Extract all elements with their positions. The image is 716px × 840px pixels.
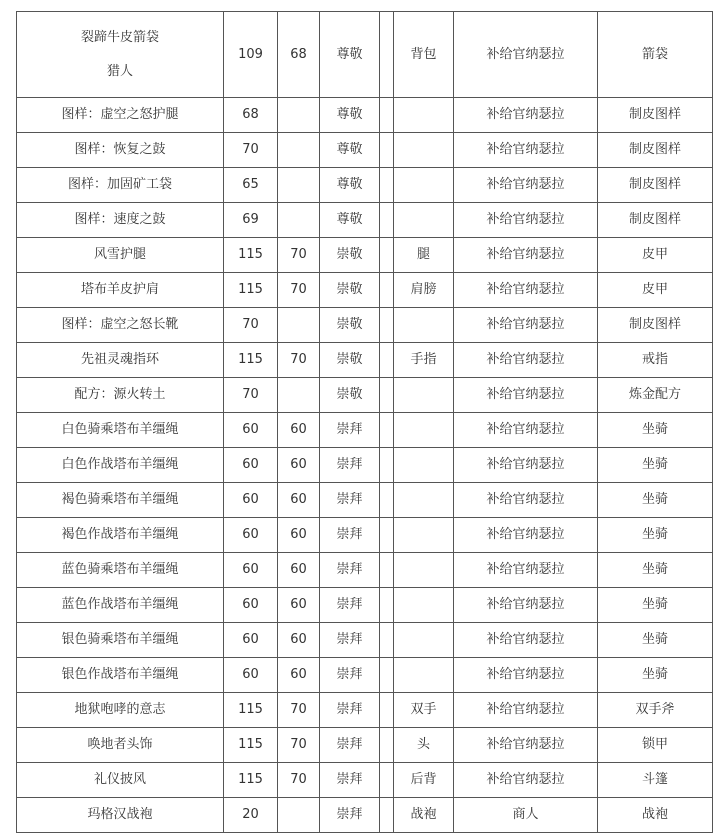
vendor-cell: 补给官纳瑟拉 <box>454 378 598 413</box>
table-row <box>17 168 713 203</box>
slot-cell <box>394 203 454 238</box>
vendor-cell: 补给官纳瑟拉 <box>454 413 598 448</box>
required-level-cell <box>278 98 320 133</box>
slot-cell <box>394 623 454 658</box>
slot-cell <box>394 413 454 448</box>
item-type-cell: 皮甲 <box>598 273 713 308</box>
item-level-cell: 68 <box>224 98 278 133</box>
item-class-restriction: 猎人 <box>106 63 133 79</box>
reputation-cell: 崇敬 <box>320 273 380 308</box>
item-name-cell <box>17 448 224 483</box>
reputation-cell: 尊敬 <box>320 203 380 238</box>
table-row <box>17 98 713 133</box>
table-row <box>17 588 713 623</box>
reputation-cell: 尊敬 <box>320 98 380 133</box>
item-name: 风雪护腿 <box>93 247 146 262</box>
table-row <box>17 728 713 763</box>
reputation-cell: 崇敬 <box>320 343 380 378</box>
spacer-cell <box>380 413 394 448</box>
required-level-cell: 60 <box>278 518 320 553</box>
item-name: 图样：加固矿工袋 <box>67 177 172 192</box>
slot-cell: 头 <box>394 728 454 763</box>
table-row <box>17 238 713 273</box>
table-row <box>17 12 713 98</box>
table-row <box>17 378 713 413</box>
item-name-cell <box>17 413 224 448</box>
required-level-cell: 60 <box>278 413 320 448</box>
reputation-cell: 崇敬 <box>320 378 380 413</box>
item-type-cell: 皮甲 <box>598 238 713 273</box>
required-level-cell: 70 <box>278 238 320 273</box>
reputation-cell: 崇拜 <box>320 553 380 588</box>
reputation-cell: 尊敬 <box>320 133 380 168</box>
item-name: 图样：恢复之鼓 <box>74 142 166 157</box>
item-level-cell: 60 <box>224 483 278 518</box>
spacer-cell <box>380 763 394 798</box>
item-name-cell <box>17 308 224 343</box>
item-level-cell: 115 <box>224 273 278 308</box>
vendor-cell: 商人 <box>454 798 598 833</box>
item-level-cell: 69 <box>224 203 278 238</box>
vendor-cell: 补给官纳瑟拉 <box>454 623 598 658</box>
spacer-cell <box>380 518 394 553</box>
item-type-cell: 制皮图样 <box>598 203 713 238</box>
required-level-cell <box>278 798 320 833</box>
vendor-cell: 补给官纳瑟拉 <box>454 12 598 98</box>
spacer-cell <box>380 343 394 378</box>
item-name-cell <box>17 168 224 203</box>
vendor-cell: 补给官纳瑟拉 <box>454 483 598 518</box>
vendor-cell: 补给官纳瑟拉 <box>454 308 598 343</box>
spacer-cell <box>380 133 394 168</box>
slot-cell: 手指 <box>394 343 454 378</box>
table-row <box>17 518 713 553</box>
table-row <box>17 448 713 483</box>
item-type-cell: 制皮图样 <box>598 168 713 203</box>
slot-cell: 战袍 <box>394 798 454 833</box>
spacer-cell <box>380 378 394 413</box>
item-name-cell <box>17 343 224 378</box>
item-name: 白色骑乘塔布羊缰绳 <box>61 422 179 437</box>
item-level-cell: 60 <box>224 623 278 658</box>
item-name-cell <box>17 623 224 658</box>
vendor-cell: 补给官纳瑟拉 <box>454 203 598 238</box>
required-level-cell: 60 <box>278 448 320 483</box>
slot-cell <box>394 133 454 168</box>
item-level-cell: 20 <box>224 798 278 833</box>
spacer-cell <box>380 308 394 343</box>
slot-cell <box>394 378 454 413</box>
slot-cell <box>394 483 454 518</box>
item-type-cell: 箭袋 <box>598 12 713 98</box>
slot-cell: 双手 <box>394 693 454 728</box>
spacer-cell <box>380 483 394 518</box>
item-name-cell <box>17 588 224 623</box>
required-level-cell: 70 <box>278 343 320 378</box>
vendor-cell: 补给官纳瑟拉 <box>454 658 598 693</box>
item-level-cell: 60 <box>224 553 278 588</box>
required-level-cell: 60 <box>278 553 320 588</box>
spacer-cell <box>380 168 394 203</box>
reputation-cell: 崇拜 <box>320 693 380 728</box>
item-type-cell: 坐骑 <box>598 413 713 448</box>
spacer-cell <box>380 203 394 238</box>
table-row <box>17 273 713 308</box>
item-name: 银色作战塔布羊缰绳 <box>61 667 179 682</box>
item-name-cell <box>17 12 224 98</box>
reputation-cell: 崇拜 <box>320 763 380 798</box>
reputation-cell: 崇拜 <box>320 623 380 658</box>
item-type-cell: 炼金配方 <box>598 378 713 413</box>
item-type-cell: 战袍 <box>598 798 713 833</box>
reputation-cell: 崇拜 <box>320 798 380 833</box>
required-level-cell: 60 <box>278 588 320 623</box>
item-name-cell <box>17 518 224 553</box>
item-name-cell <box>17 203 224 238</box>
item-type-cell: 制皮图样 <box>598 133 713 168</box>
spacer-cell <box>380 728 394 763</box>
item-level-cell: 60 <box>224 658 278 693</box>
table-row <box>17 658 713 693</box>
item-type-cell: 坐骑 <box>598 623 713 658</box>
item-name-cell <box>17 763 224 798</box>
required-level-cell <box>278 133 320 168</box>
item-name: 裂蹄牛皮箭袋 <box>80 29 159 45</box>
vendor-cell: 补给官纳瑟拉 <box>454 273 598 308</box>
table-row <box>17 623 713 658</box>
required-level-cell <box>278 378 320 413</box>
table-row <box>17 343 713 378</box>
item-name-cell <box>17 133 224 168</box>
item-name-cell <box>17 378 224 413</box>
item-name: 白色作战塔布羊缰绳 <box>61 457 179 472</box>
item-name-cell <box>17 553 224 588</box>
item-level-cell: 115 <box>224 238 278 273</box>
item-name: 先祖灵魂指环 <box>80 352 159 367</box>
vendor-cell: 补给官纳瑟拉 <box>454 763 598 798</box>
item-type-cell: 坐骑 <box>598 518 713 553</box>
table-row <box>17 798 713 833</box>
item-name: 礼仪披风 <box>93 772 146 787</box>
item-type-cell: 坐骑 <box>598 553 713 588</box>
table-row <box>17 763 713 798</box>
vendor-cell: 补给官纳瑟拉 <box>454 343 598 378</box>
required-level-cell: 70 <box>278 763 320 798</box>
slot-cell: 后背 <box>394 763 454 798</box>
item-type-cell: 坐骑 <box>598 658 713 693</box>
item-level-cell: 109 <box>224 12 278 98</box>
table-row <box>17 483 713 518</box>
item-type-cell: 坐骑 <box>598 448 713 483</box>
spacer-cell <box>380 693 394 728</box>
item-type-cell: 双手斧 <box>598 693 713 728</box>
reputation-cell: 崇敬 <box>320 308 380 343</box>
item-level-cell: 70 <box>224 133 278 168</box>
reputation-cell: 崇拜 <box>320 483 380 518</box>
item-type-cell: 制皮图样 <box>598 308 713 343</box>
required-level-cell: 70 <box>278 728 320 763</box>
vendor-cell: 补给官纳瑟拉 <box>454 238 598 273</box>
required-level-cell: 70 <box>278 273 320 308</box>
item-name: 图样：虚空之怒长靴 <box>61 317 179 332</box>
item-name: 银色骑乘塔布羊缰绳 <box>61 632 179 647</box>
item-name: 蓝色骑乘塔布羊缰绳 <box>61 562 179 577</box>
table-row <box>17 693 713 728</box>
required-level-cell: 70 <box>278 693 320 728</box>
reputation-cell: 崇拜 <box>320 413 380 448</box>
required-level-cell: 60 <box>278 483 320 518</box>
item-name: 图样：速度之鼓 <box>74 212 166 227</box>
item-name-cell <box>17 273 224 308</box>
table-row <box>17 133 713 168</box>
table-row <box>17 203 713 238</box>
item-level-cell: 115 <box>224 728 278 763</box>
item-name: 唤地者头饰 <box>87 737 153 752</box>
slot-cell <box>394 588 454 623</box>
item-type-cell: 斗篷 <box>598 763 713 798</box>
table-row <box>17 553 713 588</box>
item-type-cell: 戒指 <box>598 343 713 378</box>
reputation-cell: 尊敬 <box>320 168 380 203</box>
item-type-cell: 制皮图样 <box>598 98 713 133</box>
spacer-cell <box>380 553 394 588</box>
slot-cell <box>394 98 454 133</box>
reputation-items-table <box>16 11 713 833</box>
table-row <box>17 413 713 448</box>
item-level-cell: 115 <box>224 343 278 378</box>
item-name: 褐色骑乘塔布羊缰绳 <box>61 492 179 507</box>
slot-cell <box>394 553 454 588</box>
spacer-cell <box>380 12 394 98</box>
item-level-cell: 115 <box>224 693 278 728</box>
slot-cell <box>394 308 454 343</box>
vendor-cell: 补给官纳瑟拉 <box>454 168 598 203</box>
item-name: 配方：源火转土 <box>74 387 166 402</box>
vendor-cell: 补给官纳瑟拉 <box>454 518 598 553</box>
reputation-cell: 崇拜 <box>320 658 380 693</box>
slot-cell <box>394 448 454 483</box>
item-name: 图样：虚空之怒护腿 <box>61 107 179 122</box>
spacer-cell <box>380 658 394 693</box>
reputation-cell: 崇敬 <box>320 238 380 273</box>
spacer-cell <box>380 623 394 658</box>
spacer-cell <box>380 798 394 833</box>
spacer-cell <box>380 448 394 483</box>
slot-cell <box>394 518 454 553</box>
vendor-cell: 补给官纳瑟拉 <box>454 553 598 588</box>
vendor-cell: 补给官纳瑟拉 <box>454 728 598 763</box>
item-name-cell <box>17 658 224 693</box>
reputation-cell: 崇拜 <box>320 588 380 623</box>
item-level-cell: 70 <box>224 378 278 413</box>
item-level-cell: 60 <box>224 518 278 553</box>
item-name: 蓝色作战塔布羊缰绳 <box>61 597 179 612</box>
table-body <box>17 12 713 833</box>
required-level-cell: 60 <box>278 658 320 693</box>
required-level-cell: 68 <box>278 12 320 98</box>
item-name-cell <box>17 483 224 518</box>
item-level-cell: 115 <box>224 763 278 798</box>
slot-cell <box>394 658 454 693</box>
vendor-cell: 补给官纳瑟拉 <box>454 588 598 623</box>
item-type-cell: 锁甲 <box>598 728 713 763</box>
item-name: 玛格汉战袍 <box>87 807 153 822</box>
item-name: 褐色作战塔布羊缰绳 <box>61 527 179 542</box>
slot-cell: 肩膀 <box>394 273 454 308</box>
item-name-cell <box>17 728 224 763</box>
spacer-cell <box>380 238 394 273</box>
required-level-cell <box>278 168 320 203</box>
required-level-cell <box>278 203 320 238</box>
item-name-cell <box>17 798 224 833</box>
vendor-cell: 补给官纳瑟拉 <box>454 448 598 483</box>
item-type-cell: 坐骑 <box>598 588 713 623</box>
item-level-cell: 60 <box>224 588 278 623</box>
item-name: 塔布羊皮护肩 <box>80 282 159 297</box>
slot-cell: 背包 <box>394 12 454 98</box>
item-name: 地狱咆哮的意志 <box>74 702 166 717</box>
item-level-cell: 65 <box>224 168 278 203</box>
item-level-cell: 60 <box>224 413 278 448</box>
table-row <box>17 308 713 343</box>
spacer-cell <box>380 588 394 623</box>
item-type-cell: 坐骑 <box>598 483 713 518</box>
item-level-cell: 70 <box>224 308 278 343</box>
item-name-cell <box>17 238 224 273</box>
required-level-cell: 60 <box>278 623 320 658</box>
reputation-cell: 尊敬 <box>320 12 380 98</box>
slot-cell: 腿 <box>394 238 454 273</box>
reputation-cell: 崇拜 <box>320 448 380 483</box>
spacer-cell <box>380 273 394 308</box>
vendor-cell: 补给官纳瑟拉 <box>454 693 598 728</box>
reputation-cell: 崇拜 <box>320 518 380 553</box>
item-name-cell <box>17 98 224 133</box>
spacer-cell <box>380 98 394 133</box>
vendor-cell: 补给官纳瑟拉 <box>454 98 598 133</box>
reputation-cell: 崇拜 <box>320 728 380 763</box>
vendor-cell: 补给官纳瑟拉 <box>454 133 598 168</box>
item-level-cell: 60 <box>224 448 278 483</box>
required-level-cell <box>278 308 320 343</box>
slot-cell <box>394 168 454 203</box>
item-name-cell <box>17 693 224 728</box>
